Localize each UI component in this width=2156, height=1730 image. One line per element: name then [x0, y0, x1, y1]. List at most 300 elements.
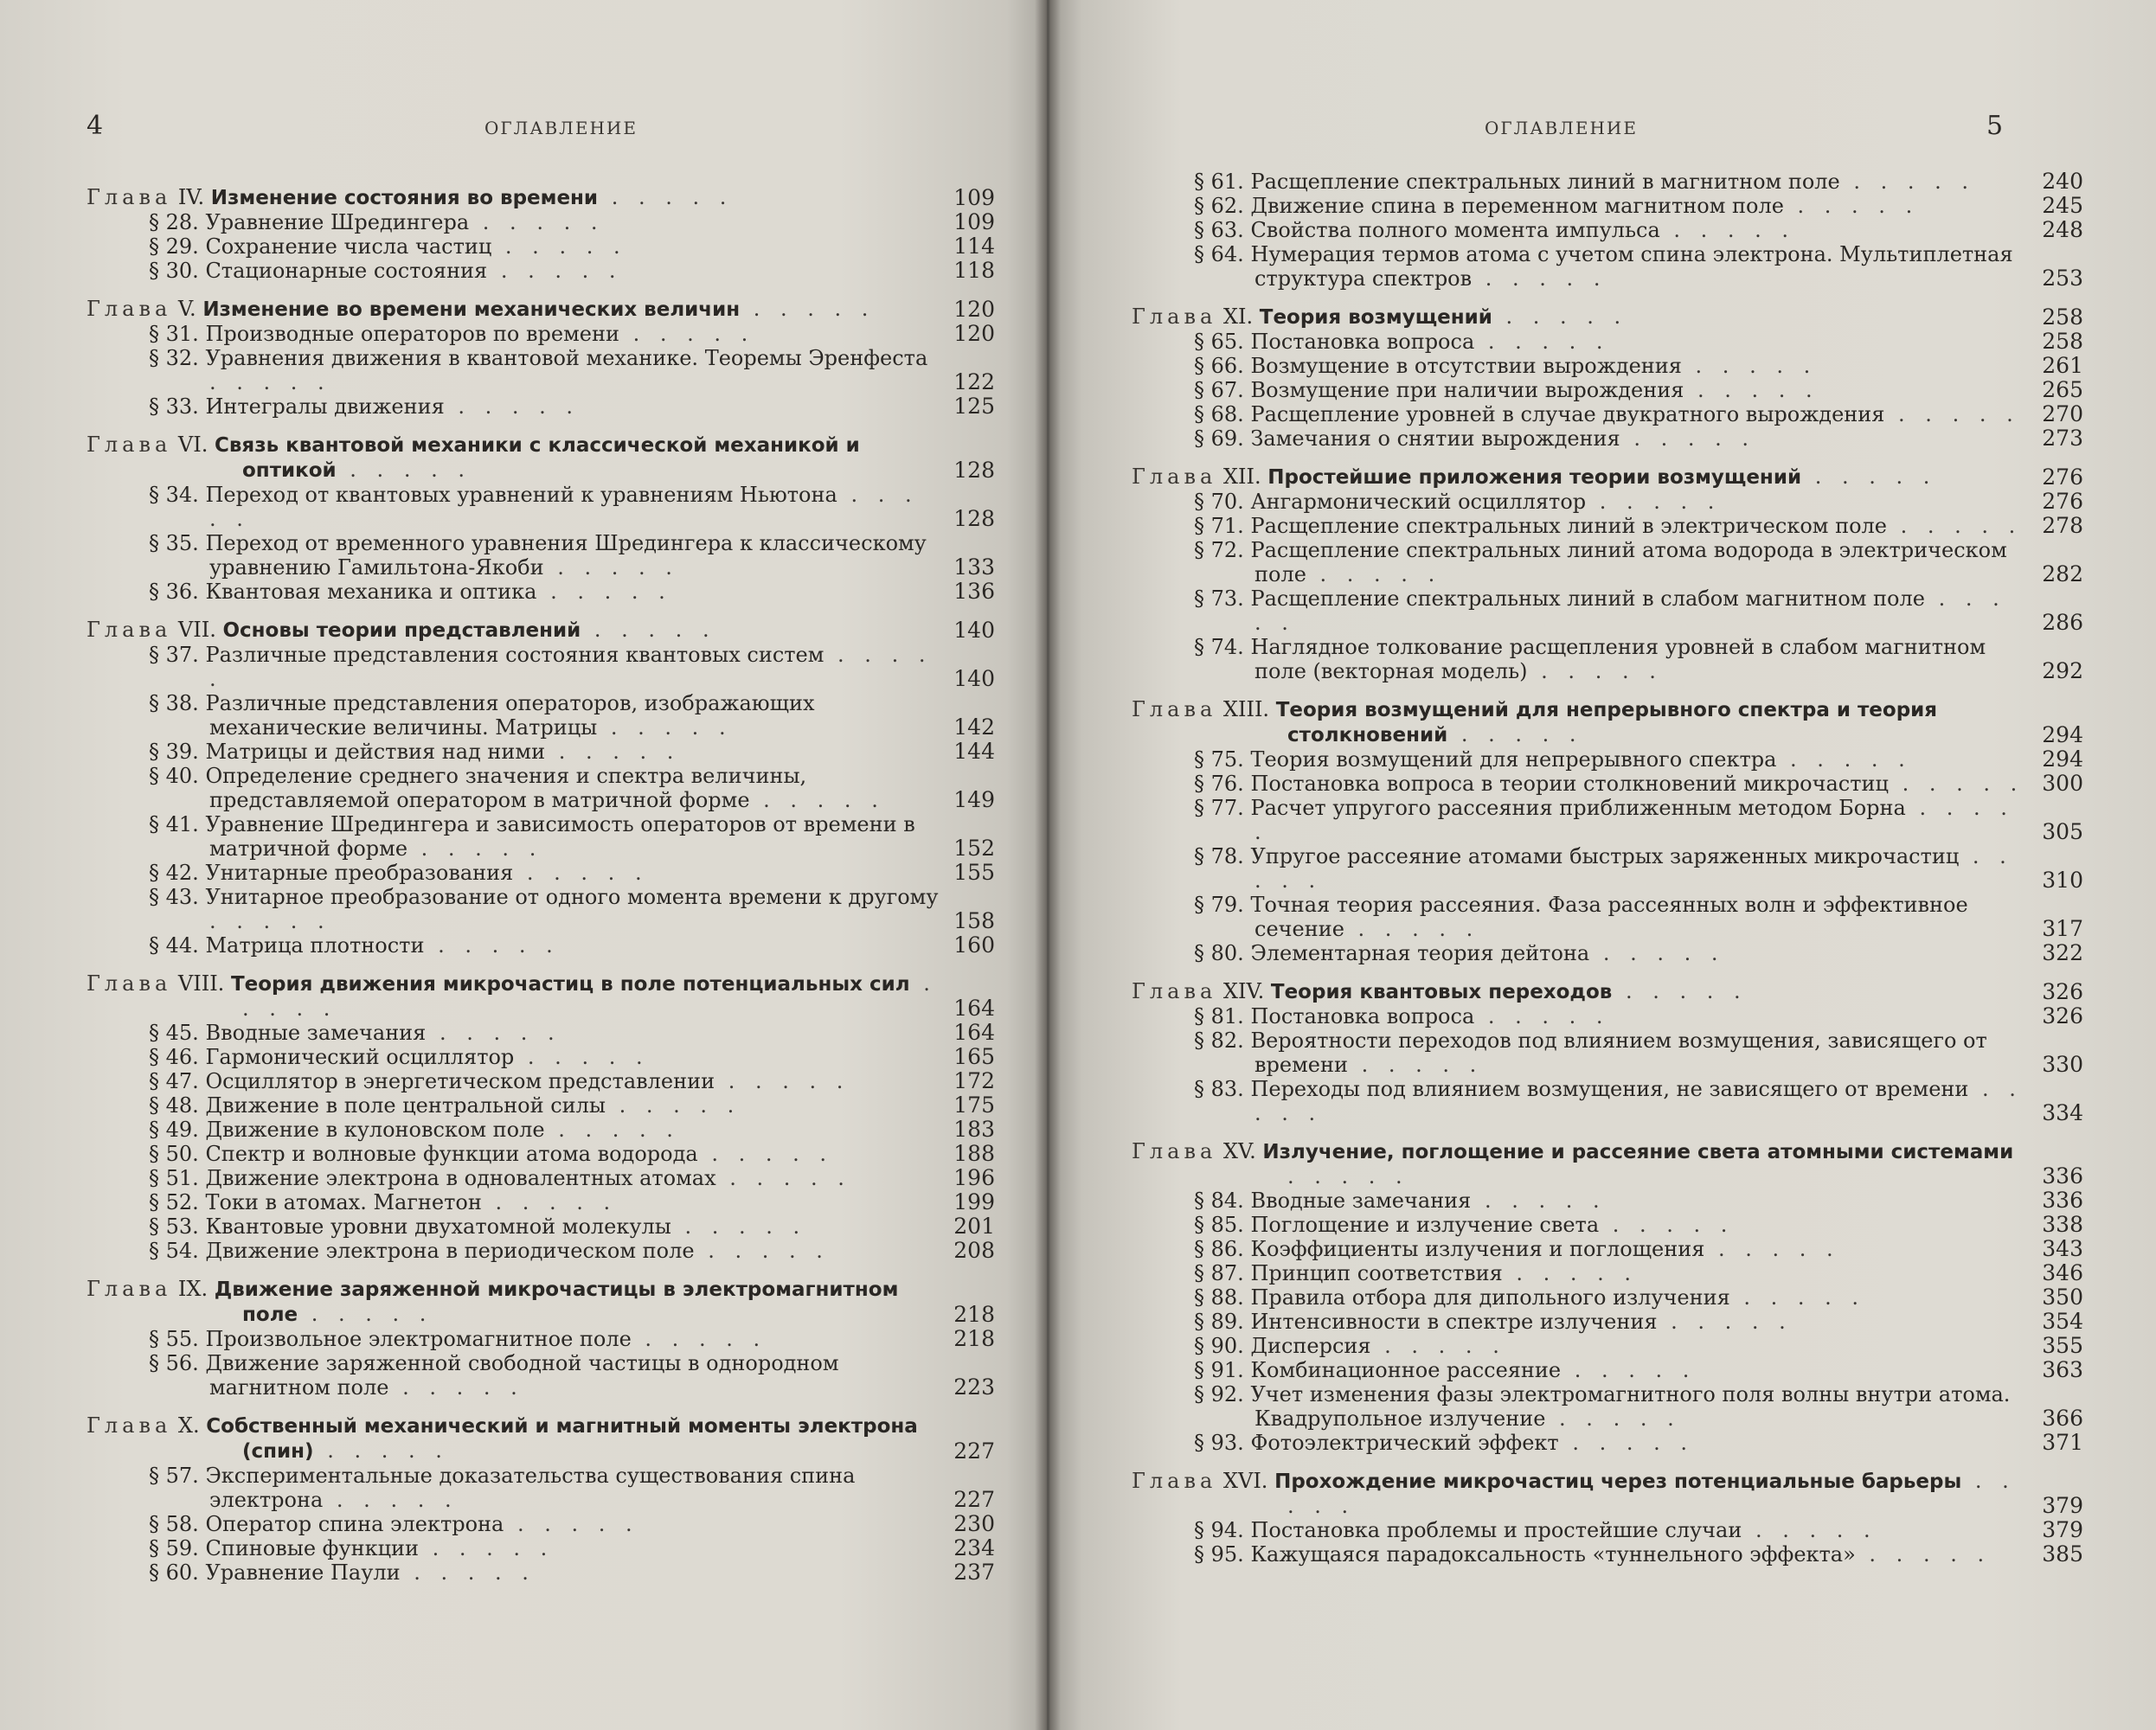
section-number: § 61.	[1194, 170, 1244, 194]
toc-chapter-heading	[87, 1277, 995, 1327]
chapter-number: XII.	[1222, 465, 1261, 489]
section-text	[1194, 1518, 2030, 1542]
section-title: Спиновые функции	[205, 1536, 420, 1560]
section-text	[1194, 796, 2030, 844]
section-text	[1194, 354, 2030, 378]
toc-section-entry	[87, 234, 995, 259]
section-number: § 60.	[149, 1560, 199, 1585]
chapter-text	[87, 185, 941, 210]
chapter-title: Теория квантовых переходов	[1270, 981, 1613, 1003]
section-page-number: 223	[953, 1374, 995, 1400]
toc-chapter	[87, 971, 995, 1263]
section-page-number: 149	[953, 787, 995, 812]
section-title: Интенсивности в спектре излучения	[1250, 1310, 1658, 1334]
section-page-number: 152	[953, 836, 995, 861]
section-page-number: 300	[2042, 771, 2083, 796]
toc-section-entry	[1132, 1237, 2083, 1261]
leader-dots	[1503, 1261, 1638, 1285]
section-title: Возмущение при наличии вырождения	[1250, 378, 1684, 402]
section-page-number: 196	[953, 1165, 995, 1190]
book-gutter	[1035, 0, 1061, 1730]
toc-section-entry	[87, 861, 995, 885]
chapter-label: Глава	[87, 971, 172, 996]
leader-dots	[1856, 1542, 1991, 1567]
leader-dots	[1612, 979, 1747, 1003]
toc-section-entry	[1132, 378, 2083, 402]
leader-dots	[424, 933, 559, 958]
section-number: § 83.	[1194, 1077, 1244, 1101]
section-text	[149, 643, 941, 691]
leader-dots	[1586, 490, 1721, 514]
section-text	[1194, 1431, 2030, 1455]
section-title: Постановка проблемы и простейшие случаи	[1250, 1518, 1742, 1542]
section-number: § 46.	[149, 1045, 199, 1069]
chapter-text	[1132, 465, 2030, 490]
section-page-number: 175	[953, 1092, 995, 1118]
toc-section-entry	[1132, 170, 2083, 194]
section-title: Наглядное толкование расщепления уровней в слабом магнитном поле (векторная модель)	[1250, 635, 1986, 683]
toc-chapter	[1132, 304, 2083, 451]
section-number: § 47.	[149, 1069, 199, 1093]
toc-section-entry	[87, 1166, 995, 1190]
section-page-number: 261	[2042, 353, 2083, 378]
section-title: Постановка вопроса в теории столкновений микрочастиц	[1250, 772, 1889, 796]
section-number: § 44.	[149, 933, 199, 958]
section-title: Учет изменения фазы электромагнитного поля волны внутри атома. Квадрупольное излучение	[1250, 1382, 2011, 1431]
section-number: § 68.	[1194, 402, 1244, 426]
section-title: Матрицы и действия над ними	[205, 740, 546, 764]
toc-section-entry	[1132, 586, 2083, 635]
section-page-number: 350	[2042, 1285, 2083, 1310]
leader-dots	[487, 259, 622, 283]
chapter-number: VII.	[177, 618, 216, 642]
section-number: § 75.	[1194, 747, 1244, 772]
section-title: Вводные замечания	[1250, 1189, 1472, 1213]
section-number: § 51.	[149, 1166, 199, 1190]
leader-dots	[482, 1190, 617, 1214]
chapter-label: Глава	[87, 297, 172, 321]
chapter-label: Глава	[1132, 1469, 1217, 1493]
chapter-title: Связь квантовой механики с классической механикой и оптикой	[215, 434, 860, 482]
section-number: § 59.	[149, 1536, 199, 1560]
chapter-title: Движение заряженной микрочастицы в электромагнитном поле	[214, 1278, 899, 1326]
chapter-text	[1132, 1139, 2030, 1189]
leader-dots	[298, 1302, 433, 1326]
section-number: § 39.	[149, 740, 199, 764]
section-number: § 67.	[1194, 378, 1244, 402]
section-number: § 55.	[149, 1327, 199, 1351]
toc-section-entry	[87, 1214, 995, 1239]
section-page-number: 160	[953, 932, 995, 958]
toc-section-entry	[87, 394, 995, 419]
toc-section-entry	[1132, 1518, 2083, 1542]
section-text	[1194, 1261, 2030, 1285]
leader-dots	[1472, 266, 1607, 291]
section-text	[149, 1214, 941, 1239]
section-number: § 95.	[1194, 1542, 1244, 1567]
leader-dots	[1776, 747, 1911, 772]
right-page-number: 5	[1986, 111, 2005, 141]
section-number: § 66.	[1194, 354, 1244, 378]
section-title: Матрица плотности	[205, 933, 425, 958]
leader-dots	[544, 555, 679, 580]
chapter-page-number: 218	[953, 1302, 995, 1327]
chapter-title: Теория движения микрочастиц в поле потенциальных сил	[230, 973, 910, 996]
toc-section-entry	[1132, 538, 2083, 586]
chapter-page-number: 326	[2042, 979, 2083, 1004]
section-page-number: 322	[2042, 940, 2083, 965]
leader-dots	[671, 1214, 806, 1239]
section-text	[149, 483, 941, 531]
toc-section-entry	[1132, 1542, 2083, 1567]
section-text	[149, 812, 941, 861]
section-title: Движение электрона в одновалентных атомах	[205, 1166, 716, 1190]
section-title: Нумерация термов атома с учетом спина электрона. Мультиплетная структура спектров	[1250, 242, 2013, 291]
section-text	[149, 740, 941, 764]
section-title: Переход от временного уравнения Шредингера к классическому уравнению Гамильтона-Якоби	[205, 531, 927, 580]
chapter-number: XI.	[1222, 304, 1254, 329]
leader-dots	[698, 1142, 833, 1166]
section-title: Движение электрона в периодическом поле	[205, 1239, 695, 1263]
section-title: Расщепление спектральных линий в слабом магнитном поле	[1250, 586, 1925, 611]
leader-dots	[337, 458, 472, 482]
toc-section-entry	[87, 259, 995, 283]
chapter-page-number: 140	[953, 618, 995, 643]
leader-dots	[504, 1512, 638, 1536]
section-title: Фотоэлектрический эффект	[1250, 1431, 1559, 1455]
chapter-page-number: 227	[953, 1438, 995, 1464]
section-title: Квантовые уровни двухатомной молекулы	[205, 1214, 671, 1239]
left-page	[0, 0, 1049, 1730]
section-page-number: 294	[2042, 746, 2083, 772]
chapter-page-number: 336	[2042, 1163, 2083, 1189]
toc-section-entry	[1132, 796, 2083, 844]
chapter-label: Глава	[1132, 697, 1217, 721]
section-text	[1194, 1285, 2030, 1310]
section-page-number: 155	[953, 860, 995, 885]
section-page-number: 363	[2042, 1357, 2083, 1382]
section-page-number: 355	[2042, 1333, 2083, 1358]
chapter-page-number: 120	[953, 297, 995, 322]
chapter-label: Глава	[87, 618, 172, 642]
section-title: Движение в поле центральной силы	[205, 1093, 606, 1118]
section-number: § 73.	[1194, 586, 1244, 611]
section-title: Движение в кулоновском поле	[205, 1118, 545, 1142]
chapter-title: Прохождение микрочастиц через потенциальные барьеры	[1274, 1470, 1962, 1493]
section-number: § 43.	[149, 885, 199, 909]
toc-section-entry	[1132, 194, 2083, 218]
section-number: § 79.	[1194, 893, 1244, 917]
leader-dots	[597, 715, 732, 740]
toc-section-entry	[87, 1327, 995, 1351]
section-title: Возмущение в отсутствии вырождения	[1250, 354, 1682, 378]
leader-dots	[1545, 1406, 1680, 1431]
section-page-number: 286	[2042, 610, 2083, 635]
section-page-number: 118	[953, 258, 995, 283]
toc-section-entry	[87, 1021, 995, 1045]
toc-section-entry	[1132, 1004, 2083, 1028]
leader-dots	[1620, 426, 1755, 451]
toc-section-entry	[87, 933, 995, 958]
toc-chapter	[87, 1277, 995, 1400]
section-page-number: 276	[2042, 489, 2083, 514]
section-number: § 32.	[149, 346, 199, 370]
chapter-label: Глава	[87, 432, 172, 457]
chapter-text	[87, 297, 941, 322]
leader-dots	[209, 370, 331, 394]
chapter-page-number: 164	[953, 996, 995, 1021]
section-title: Движение заряженной свободной частицы в однородном магнитном поле	[205, 1351, 839, 1400]
section-number: § 40.	[149, 764, 199, 788]
section-number: § 53.	[149, 1214, 199, 1239]
toc-chapter-heading	[87, 297, 995, 322]
leader-dots	[1884, 402, 2019, 426]
section-number: § 56.	[149, 1351, 199, 1375]
section-number: § 63.	[1194, 218, 1244, 242]
section-number: § 86.	[1194, 1237, 1244, 1261]
toc-section-entry	[87, 531, 995, 580]
section-text	[149, 259, 941, 283]
toc-continued-sections	[1132, 170, 2083, 291]
toc-chapter-heading	[1132, 465, 2083, 490]
section-title: Расщепление уровней в случае двукратного вырождения	[1250, 402, 1885, 426]
chapter-number: IV.	[177, 185, 205, 209]
section-title: Экспериментальные доказательства существования спина электрона	[205, 1464, 856, 1512]
toc-section-entry	[1132, 1189, 2083, 1213]
toc-section-entry	[87, 1560, 995, 1585]
section-text	[1194, 1310, 2030, 1334]
toc-section-entry	[87, 885, 995, 933]
section-title: Ангармонический осциллятор	[1250, 490, 1587, 514]
toc-section-entry	[1132, 893, 2083, 941]
toc-section-entry	[87, 1093, 995, 1118]
section-title: Гармонический осциллятор	[205, 1045, 515, 1069]
section-page-number: 354	[2042, 1309, 2083, 1334]
section-page-number: 183	[953, 1117, 995, 1142]
section-page-number: 282	[2042, 561, 2083, 586]
section-page-number: 128	[953, 506, 995, 531]
leader-dots	[1559, 1431, 1694, 1455]
chapter-page-number: 276	[2042, 465, 2083, 490]
section-page-number: 326	[2042, 1003, 2083, 1028]
section-title: Переходы под влиянием возмущения, не зависящего от времени	[1250, 1077, 1969, 1101]
leader-dots	[1474, 330, 1609, 354]
section-title: Уравнение Шредингера	[205, 210, 470, 234]
section-text	[149, 1239, 941, 1263]
section-title: Уравнение Шредингера и зависимость операторов от времени в матричной форме	[205, 812, 915, 861]
toc-section-entry	[87, 1118, 995, 1142]
section-text	[149, 764, 941, 812]
section-text	[1194, 1358, 2030, 1382]
section-title: Расщепление спектральных линий атома водорода в электрическом поле	[1250, 538, 2007, 586]
section-title: Квантовая механика и оптика	[205, 580, 537, 604]
section-title: Интегралы движения	[205, 394, 445, 419]
leader-dots	[323, 1488, 458, 1512]
toc-section-entry	[1132, 1310, 2083, 1334]
section-text	[1194, 330, 2030, 354]
section-number: § 38.	[149, 691, 199, 715]
leader-dots	[388, 1375, 523, 1400]
section-page-number: 230	[953, 1511, 995, 1536]
section-title: Поглощение и излучение света	[1250, 1213, 1600, 1237]
section-title: Правила отбора для дипольного излучения	[1250, 1285, 1730, 1310]
section-number: § 87.	[1194, 1261, 1244, 1285]
toc-chapter-heading	[1132, 979, 2083, 1004]
section-text	[1194, 1077, 2030, 1125]
section-number: § 37.	[149, 643, 199, 667]
section-page-number: 336	[2042, 1188, 2083, 1213]
toc-section-entry	[1132, 772, 2083, 796]
section-text	[1194, 635, 2030, 683]
section-title: Дисперсия	[1250, 1334, 1371, 1358]
chapter-number: VIII.	[177, 971, 225, 996]
section-page-number: 310	[2042, 868, 2083, 893]
section-title: Расчет упругого рассеяния приближенным методом Борна	[1250, 796, 1906, 820]
section-number: § 29.	[149, 234, 199, 259]
chapter-number: VI.	[177, 432, 209, 457]
toc-section-entry	[1132, 514, 2083, 538]
toc-section-entry	[87, 1536, 995, 1560]
section-text	[149, 691, 941, 740]
section-number: § 82.	[1194, 1028, 1244, 1053]
leader-dots	[1287, 1164, 1409, 1189]
section-title: Уравнения движения в квантовой механике. Теоремы Эренфеста	[205, 346, 928, 370]
section-page-number: 109	[953, 209, 995, 234]
toc-section-entry	[87, 1142, 995, 1166]
section-page-number: 237	[953, 1560, 995, 1585]
toc-section-entry	[87, 740, 995, 764]
chapter-text	[87, 971, 941, 1021]
section-text	[149, 1190, 941, 1214]
section-text	[1194, 402, 2030, 426]
section-number: § 58.	[149, 1512, 199, 1536]
section-page-number: 140	[953, 666, 995, 691]
section-number: § 77.	[1194, 796, 1244, 820]
toc-section-entry	[87, 812, 995, 861]
toc-section-entry	[1132, 1431, 2083, 1455]
toc-section-entry	[1132, 1077, 2083, 1125]
section-text	[1194, 844, 2030, 893]
section-number: § 41.	[149, 812, 199, 836]
leader-dots	[407, 836, 542, 861]
toc-section-entry	[1132, 242, 2083, 291]
section-title: Коэффициенты излучения и поглощения	[1250, 1237, 1705, 1261]
leader-dots	[598, 185, 733, 209]
toc-section-entry	[1132, 1382, 2083, 1431]
section-page-number: 218	[953, 1326, 995, 1351]
section-text	[149, 1351, 941, 1400]
section-page-number: 334	[2042, 1100, 2083, 1125]
section-number: § 80.	[1194, 941, 1244, 965]
toc-section-entry	[1132, 1334, 2083, 1358]
toc-section-entry	[87, 1351, 995, 1400]
section-page-number: 165	[953, 1044, 995, 1069]
toc-chapter	[1132, 465, 2083, 683]
leader-dots	[1682, 354, 1817, 378]
chapter-title: Простейшие приложения теории возмущений	[1267, 466, 1802, 489]
toc-chapter-heading	[87, 432, 995, 483]
chapter-number: XIV.	[1222, 979, 1265, 1003]
toc-section-entry	[1132, 426, 2083, 451]
section-page-number: 142	[953, 714, 995, 740]
section-text	[149, 580, 941, 604]
leader-dots	[715, 1069, 850, 1093]
section-page-number: 208	[953, 1238, 995, 1263]
section-page-number: 305	[2042, 819, 2083, 844]
section-page-number: 227	[953, 1487, 995, 1512]
section-text	[149, 1069, 941, 1093]
leader-dots	[1840, 170, 1975, 194]
chapter-title: Собственный механический и магнитный моменты электрона (спин)	[206, 1415, 918, 1463]
section-text	[149, 346, 941, 394]
section-number: § 65.	[1194, 330, 1244, 354]
toc-section-entry	[1132, 1285, 2083, 1310]
section-title: Оператор спина электрона	[205, 1512, 504, 1536]
right-page	[1049, 0, 2156, 1730]
toc-chapter	[1132, 1139, 2083, 1455]
section-text	[149, 1118, 941, 1142]
section-text	[1194, 490, 2030, 514]
section-text	[1194, 941, 2030, 965]
section-text	[149, 861, 941, 885]
section-title: Спектр и волновые функции атома водорода	[205, 1142, 698, 1166]
leader-dots	[426, 1021, 561, 1045]
section-title: Теория возмущений для непрерывного спектра	[1250, 747, 1777, 772]
section-page-number: 158	[953, 908, 995, 933]
chapter-title: Изменение во времени механических величин	[202, 298, 741, 321]
section-number: § 31.	[149, 322, 199, 346]
leader-dots	[209, 909, 331, 933]
toc-chapter-heading	[87, 971, 995, 1021]
section-number: § 94.	[1194, 1518, 1244, 1542]
toc-section-entry	[87, 346, 995, 394]
section-text	[1194, 1542, 2030, 1567]
section-title: Унитарное преобразование от одного момента времени к другому	[205, 885, 939, 909]
left-toc	[87, 185, 995, 1599]
section-number: § 88.	[1194, 1285, 1244, 1310]
section-text	[149, 1045, 941, 1069]
section-page-number: 346	[2042, 1260, 2083, 1285]
section-number: § 33.	[149, 394, 199, 419]
section-text	[1194, 586, 2030, 635]
section-page-number: 245	[2042, 193, 2083, 218]
section-number: § 57.	[149, 1464, 199, 1488]
section-title: Принцип соответствия	[1250, 1261, 1503, 1285]
chapter-number: X.	[177, 1413, 200, 1438]
leader-dots	[314, 1438, 449, 1463]
section-title: Вероятности переходов под влиянием возмущения, зависящего от времени	[1250, 1028, 1987, 1077]
chapter-page-number: 109	[953, 185, 995, 210]
chapter-text	[1132, 979, 2030, 1004]
section-text	[149, 1327, 941, 1351]
section-text	[149, 1464, 941, 1512]
section-number: § 42.	[149, 861, 199, 885]
leader-dots	[536, 580, 671, 604]
section-number: § 64.	[1194, 242, 1244, 266]
section-title: Комбинационное рассеяние	[1250, 1358, 1562, 1382]
chapter-page-number: 258	[2042, 304, 2083, 330]
section-number: § 84.	[1194, 1189, 1244, 1213]
section-page-number: 120	[953, 321, 995, 346]
leader-dots	[445, 394, 580, 419]
section-text	[149, 933, 941, 958]
toc-section-entry	[1132, 218, 2083, 242]
section-title: Переход от квантовых уравнений к уравнениям Ньютона	[205, 483, 837, 507]
section-number: § 85.	[1194, 1213, 1244, 1237]
section-title: Свойства полного момента импульса	[1250, 218, 1660, 242]
chapter-label: Глава	[87, 1413, 172, 1438]
chapter-number: XIII.	[1222, 697, 1270, 721]
